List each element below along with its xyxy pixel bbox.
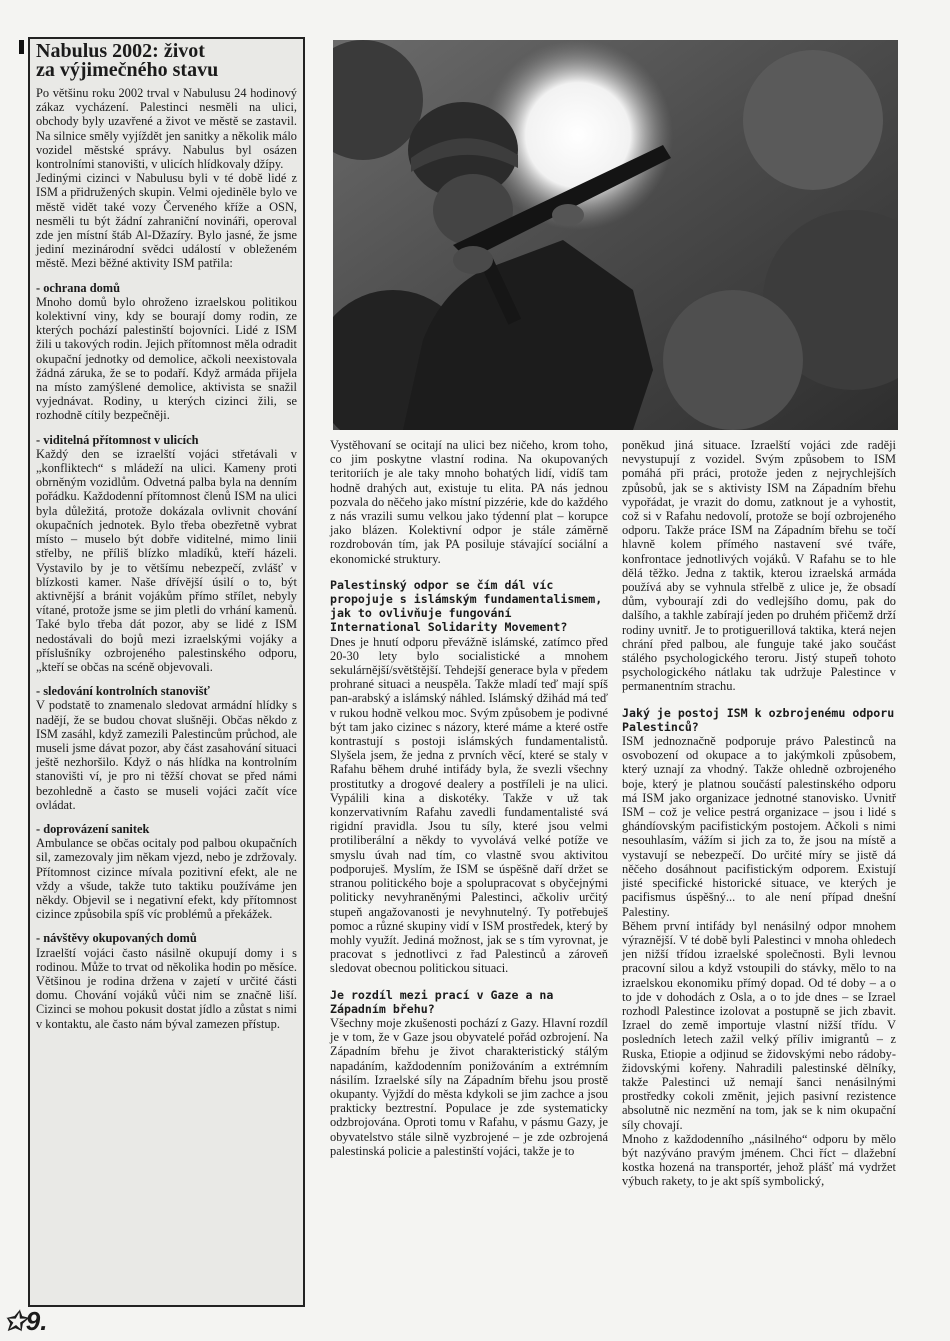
sidebar-intro-1: Po většinu roku 2002 trval v Nabulusu 24 hodinový zákaz vycházení. Palestinci nesměli na ulici, obchody byly uzavřené a život ve městě se zastavil. Na silnice směly vyjíždět jen sanitky a několik málo vozidel městské správy. Nabulus byl osázen kontrolními stanovišti, v ulicích hlídkovaly džípy. <box>36 86 297 172</box>
column-middle-paragraph-1: Vystěhovaní se ocitají na ulici bez ničeho, krom toho, co jim poskytne vlastní rodina. Na okupovaných teritoriích je ale taky mnoho bohatých lidí, vidíš tam hodně drahých aut, existuje tu elita. PA nás jednou pozvala do něčeho jako místní pizzérie, kde do každého z nás vrazili sumu velkou jako týdenní plat – korupce jako blázen. Kolektivní odpor je stále záměrně rozdrobován tím, jak PA posiluje stávající sociální a ekonomické struktury. <box>330 438 608 566</box>
section-text-street-presence: Každý den se izraelští vojáci střetávali v „konfliktech“ s mládeží na ulici. Kameny proti obrněným vozidlům. Odvetná palba byla na denním pořádku. Každodenní přítomnost členů ISM na ulici byla důležitá, protože dokázala ovlivnit chování okupačních jednotek. Bylo třeba obezřetně vybrat místo – muselo být dobře viditelné, mimo linii střelby, ne příliš blízko mladíků, kteří házeli. Vystavilo by je to většímu nebezpečí, zvlášť v blízkosti kamer. Naše dřívější úsilí o to, být aktivnější a bránit vojákům přímo střílet, nebyly vítané, protože jsme se jim pletli do vrhání kamenů. Také bylo třeba dát pozor, aby se lidé z ISM nedostávali do bojů mezi izraelskými vojáky a příslušníky ozbrojeného palestinského odporu, „kteří se občas na scéně objevovali. <box>36 446 297 674</box>
article-column-middle <box>330 438 608 1158</box>
section-heading-home-protection: - ochrana domů <box>36 280 120 295</box>
soldier-photo <box>333 40 898 430</box>
interview-answer-armed-resistance-3: Mnoho z každodenního „násilného“ odporu by mělo být nazýváno pravým jménem. Chci říct – dlažební kostka hozená na transportér, jehož plášť má vydržet výbuch rakety, to je akt spíš symbolický, <box>622 1131 896 1189</box>
interview-answer-gaza-westbank: Všechny moje zkušenosti pochází z Gazy. Hlavní rozdíl je v tom, že v Gaze jsou obyvatelé pořád ozbrojení. Na Západním břehu je život charakteristický stálým napadáním, každodenním ponižováním a extrémním násilím. Izraelské síly na Západním břehu jsou prostě okupanty. Vyjždí do města kdykoli se jim zachce a jsou prakticky beztrestní. Populace je zde systematicky odzbrojována. Oproti tomu v Rafahu, v pásmu Gazy, je obyvatelstvo stále silně vyzbrojené – je zde ozbrojená palestinská policie a palestinští vojáci, takže je to <box>330 1015 608 1158</box>
section-text-home-protection: Mnoho domů bylo ohroženo izraelskou politikou kolektivní viny, kdy se bourají domy rodin, ze kterých pochází palestinští bojovníci. Lidé z ISM žili u takových rodin. Jejich přítomnost měla odradit okupační jednotky od demolice, ačkoli neexistovala žádná záruka, že se to podaří. Když armáda přijela na místo zamýšlené demolice, aktivista se snažil vyjednávat. Rodiny, u kterých cizinci žili, se rozhodně cítily bezpečněji. <box>36 294 297 423</box>
soldier-photo-image <box>333 40 898 430</box>
sidebar-article-box <box>28 37 305 1307</box>
interview-question-fundamentalism: Palestinský odpor se čím dál víc propojuje s islámským fundamentalismem, jak to ovlivňuje fungování International Solidarity Movement? <box>330 577 603 635</box>
section-text-ambulances: Ambulance se občas ocitaly pod palbou okupačních sil, zamezovaly jim někam vjezd, nebo je zdržovaly. Přítomnost cizince mívala pozitivní efekt, ale ne vždy a všude, takže tuto taktiku používáme jen někdy. Objevil se i negativní efekt, kdy přítomnost cizince způsobila spíš víc problémů a překážek. <box>36 836 297 922</box>
page-number-text: 9. <box>25 1306 48 1336</box>
sidebar-title <box>36 42 297 80</box>
article-column-right <box>622 438 896 1189</box>
section-heading-checkpoints: - sledování kontrolních stanovišť <box>36 684 210 699</box>
interview-answer-fundamentalism: Dnes je hnutí odporu převážně islámské, zatímco před 20-30 lety bylo socialistické a mnohem sekulárnější/světštější. Tehdejší generace byla v předem prohrané situaci a neuspěla. Takže mladí teď mají spíš pan-arabský a islámský náhled. Islámský džihád má teď v rukou hodně velkou moc. Svým způsobem je podivné být tam jako cizinec s názory, které máme a které ostře kontrastují s postoji islámských fundamentalistů. Slyšela jsem, že jedna z prvních věcí, které se staly v Rafahu během druhé intifády byla, že svezli všechny prostitutky a drogové dealery a postříleli je na ulici. Vypálili kina a diskotéky. Takže v už tak konzervativním Rafahu zavedli fundamentalisté svá rigidní pravidla. Jsou tu síly, které jsou velmi protiliberální a někdy to vyvolává velké potíže ve smyslu úvah nad tím, co vlastně svou aktivitou podporuješ. Myslím, že ISM se úspěšně daří držet se stranou politického boje a spolupracovat s obyčejnými politicky nevyhraněnými Palestinci, ačkoliv určitý stupeň angažovanosti je nevyhnutelný. Ty potřebuješ pomoc a různé skupiny vidí v ISM prostředek, který by mohly využít. Jediná možnost, jak se s tím vyrovnat, je pracovat s jednotlivci z řad Palestinců a zároveň sledovat obecnou politickou situaci. <box>330 634 608 976</box>
sidebar-title-line1: Nabulus 2002: život <box>36 40 205 62</box>
interview-answer-armed-resistance-1: ISM jednoznačně podporuje právo Palestinců na osvobození od okupace a to jakýmkoli způsobem, který uznají za vhodný. Takže ohledně ozbrojeného boje, který je platnou součástí palestinského odporu má ISM jako organizace jednotné stanovisko. Uvnitř ISM – což je velice pestrá organizace – jsou i lidé s ghándíovským pacifistickým postojem. Ačkoli s nimi nesouhlasím, vážím si jich za to, že jsou na místě a vystavují se nebezpečí. Do určité míry se jistě dá něčeho dosáhnout pacifistickým odporem. Existují jisté specifické historické situace, ve kterých je pacifismus úspěšný... to ale není případ dnešní Palestiny. <box>622 734 896 919</box>
section-text-occupied-homes: Izraelští vojáci často násilně okupují domy i s rodinou. Může to trvat od několika hodin po měsíce. Většinou je rodina držena v zajetí v určité části domu. Chování vojáků vůči nim se značně liší. Cizinci se mohou pokusit dostat jídlo a zůstat s nimi v kontaktu, ale často nám býval zamezen přístup. <box>36 945 297 1031</box>
section-heading-street-presence: - viditelná přítomnost v ulicích <box>36 432 199 447</box>
interview-question-gaza-westbank: Je rozdíl mezi prací v Gaze a na Západním břehu? <box>330 987 554 1016</box>
sidebar-title-line2: za výjimečného stavu <box>36 59 219 81</box>
margin-bar <box>19 40 24 54</box>
column-right-paragraph-1: poněkud jiná situace. Izraelští vojáci zde raději nevystupují z vozidel. Svým způsobem to ISM pomáhá při práci, protože jeden z nejrychlejších způsobů, jak se s aktivisty ISM na Západním břehu vypořádat, je vrazit do domu, zatknout je a vyhostit, což si v Rafahu nedovolí, protože se bojí ozbrojeného odporu. Takže práce ISM na Západním břehu se točí hlavně kolem přímého nastavení své tváře, konfrontace jednotlivých vojáků. V Rafahu se to hle dělá těžko. Jedna z taktik, kterou izraelská armáda používá aby se vyhnula střelbě z ulice je, že obsadí dům, vybourají zdi do vedlejšího domu, pak do dalšího, a takhle zabírají jeden po druhém přičemž drží rodiny uvnitř. Je to protiguerillová taktika, která nejen chrání před palbou, ale funguje také jako součást stálého psychologického teroru. Jistý stupeň tohoto psychologického nátlaku tak udržuje Palestince v permanentním strachu. <box>622 438 896 694</box>
section-heading-ambulances: - doprovázení sanitek <box>36 821 150 836</box>
section-heading-occupied-homes: - návštěvy okupovaných domů <box>36 931 197 946</box>
page-number <box>4 1306 47 1337</box>
section-text-checkpoints: V podstatě to znamenalo sledovat armádní hlídky s nadějí, že se budou chovat slušněji. Občas někdo z ISM zasáhl, když zamezili Palestincům průchod, ale museli jsme dávat pozor, aby část zasahování situaci ještě nezhoršilo. Když o nás hlídka na kontrolním stanovišti ví, je pro ni těžší chovat se před námi bezohledně a často se museli vojáci začít více ovládat. <box>36 698 297 812</box>
interview-question-armed-resistance: Jaký je postoj ISM k ozbrojenému odporu Palestinců? <box>622 705 895 734</box>
star-icon: ✩ <box>4 1306 26 1336</box>
sidebar-intro-2: Jedinými cizinci v Nabulusu byli v té době lidé z ISM a přidružených skupin. Velmi ojediněle bylo ve městě vidět také vozy Červeného kříže a OSN, nesměli tu být žádní zahraniční novináři, operoval zde jen místní štáb Al-Džazíry. Bylo jasné, že jsme jediní mezinárodní svědci událostí v obleženém městě. Mezi běžné aktivity ISM patřila: <box>36 171 297 271</box>
interview-answer-armed-resistance-2: Během první intifády byl nenásilný odpor mnohem výraznější. V té době byli Palestinci v mnoha ohledech jen nižší třídou izraelské společnosti. Byli levnou pracovní silou a když vstoupili do stávky, mělo to na izraelskou ekonomiku přímý dopad. Od té doby – a o to jde v dohodách z Osla, a o to jde dnes – se Izrael rozhodl Palestince izolovat a postupně se jich zbavit. Izrael do země importuje vlastní nižší třídu. V posledních letech zažil velký příliv imigrantů – z Ruska, Etiopie a odjinud se židovskými nebo rádoby-židovskými kořeny. Nahradili palestinské dělníky, takže Palestinci už nemají šanci nenásilnými prostředky cokoli změnit, jejich pasivní rezistence absolutně nic nezmění na tom, jak se k nim okupační síly chovají. <box>622 918 896 1132</box>
